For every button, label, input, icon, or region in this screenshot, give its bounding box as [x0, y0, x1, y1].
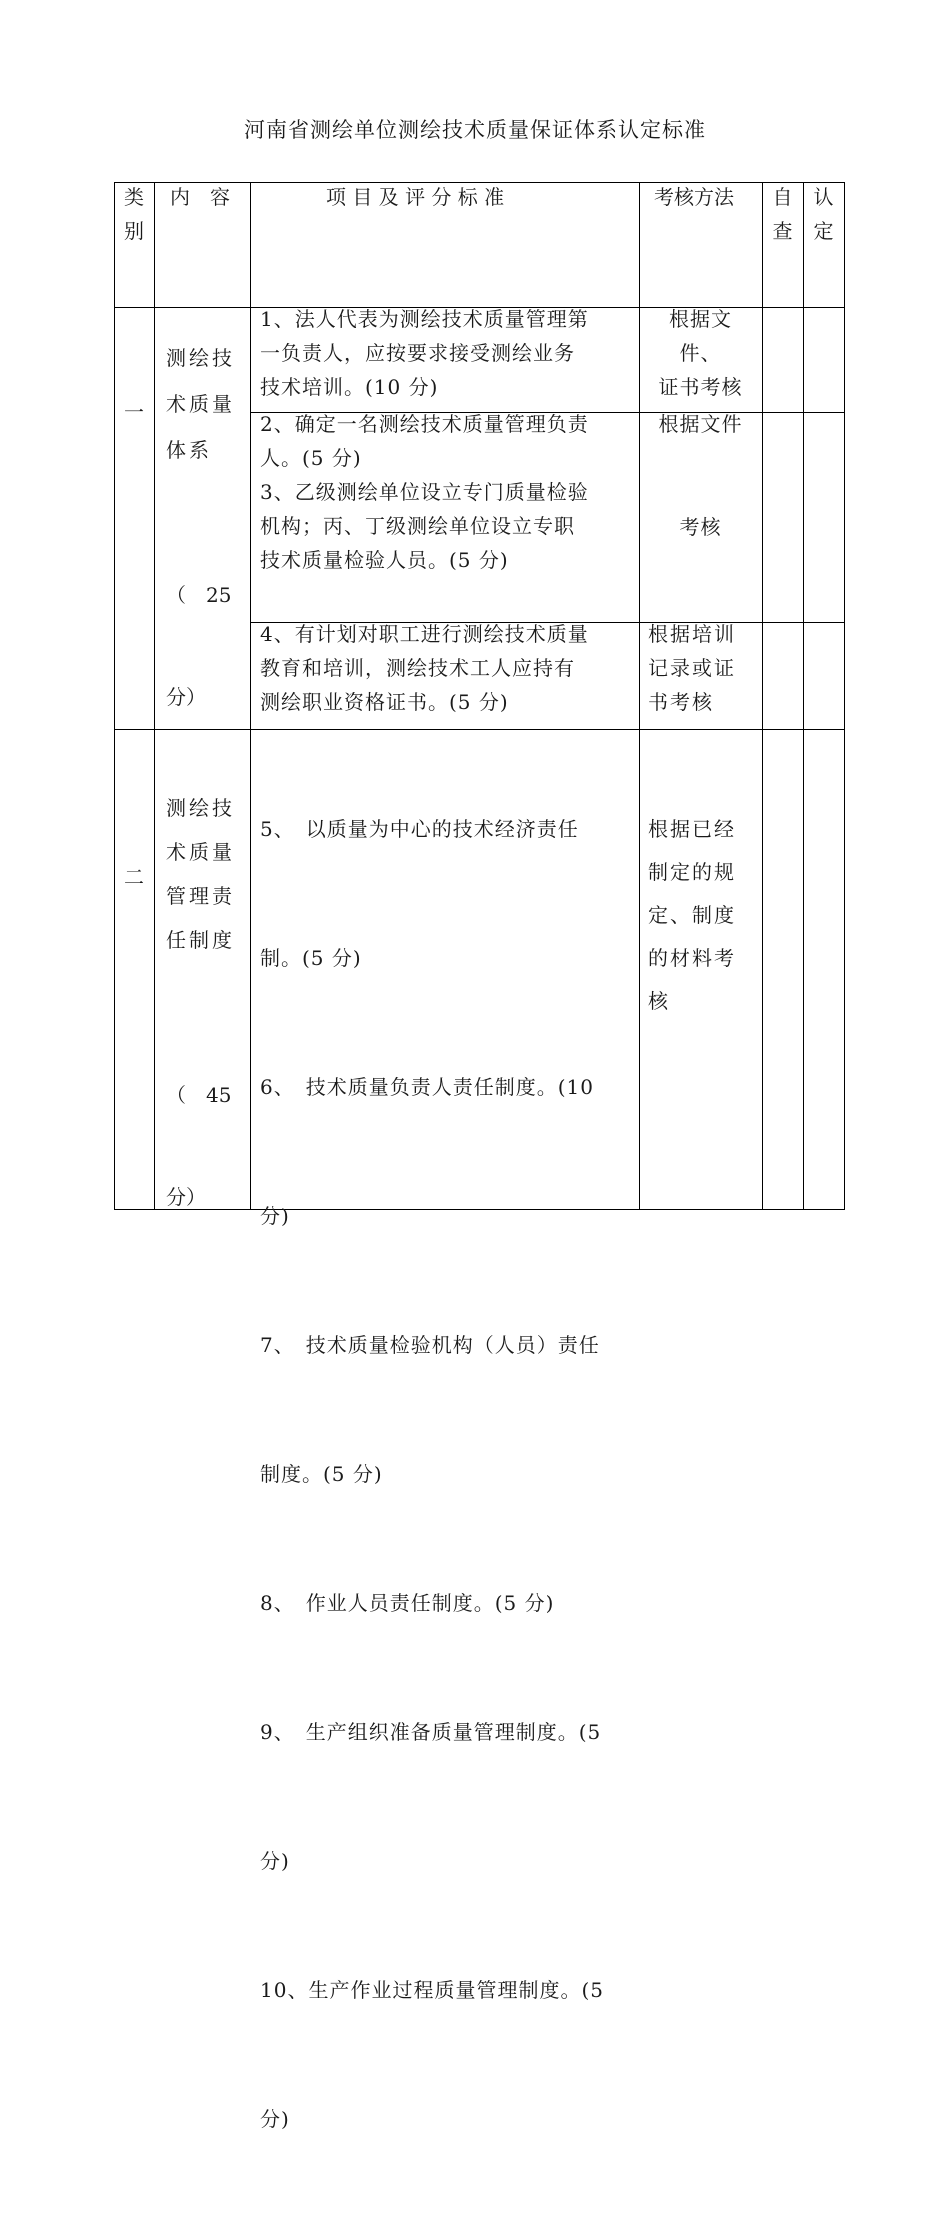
- document-title: 河南省测绘单位测绘技术质量保证体系认定标准: [244, 118, 706, 142]
- column-divider: [803, 182, 804, 1210]
- column-divider: [250, 182, 251, 1210]
- header-method: 考核方法: [654, 185, 734, 209]
- item-1-method: 根据文 件、 证书考核: [658, 307, 743, 399]
- item-2-method: 根据文件: [658, 412, 743, 436]
- column-divider: [154, 182, 155, 1210]
- item-4-text: 4、有计划对职工进行测绘技术质量 教育和培训，测绘技术工人应持有 测绘职业资格证书。(5 分): [260, 622, 589, 714]
- item-2-3-text: 2、确定一名测绘技术质量管理负责 人。(5 分) 3、乙级测绘单位设立专门质量检验 机构；丙、丁级测绘单位设立专职 技术质量检验人员。(5 分): [260, 412, 589, 572]
- section-1-score: （ 25 分）: [166, 583, 232, 709]
- header-items: 项 目 及 评 分 标 准: [326, 185, 505, 209]
- section-2-category: 二: [124, 865, 144, 889]
- table-border-left: [114, 182, 115, 1210]
- header-content: 内 容: [170, 185, 230, 209]
- section-2-score: （ 45 分）: [166, 1083, 232, 1209]
- header-category: 类 别: [124, 185, 144, 243]
- section-1-category: 一: [124, 400, 144, 424]
- table-border-right: [844, 182, 845, 1210]
- section-2-method: 根据已经 制定的规 定、制度 的材料考 核: [648, 817, 736, 1013]
- section-1-content: 测绘技 术质量 体系: [166, 346, 235, 462]
- section-2-content: 测绘技 术质量 管理责 任制度: [166, 796, 235, 952]
- item-4-method: 根据培训 记录或证 书考核: [648, 622, 736, 714]
- section-2-items-text: 5、 以质量为中心的技术经济责任 制。(5 分) 6、 技术质量负责人责任制度。(10 分) 7、 技术质量检验机构（人员）责任 制度。(5 分) 8、 作业人员责任制度。(5 分) 9、 生产组织准备质量管理制度。(5 分) 10、生产作业过程质量管理制度。(5 分): [260, 817, 604, 2131]
- column-divider: [762, 182, 763, 1210]
- header-confirm: 认 定: [813, 185, 834, 243]
- item-3-method: 考核: [679, 515, 722, 539]
- header-self-check: 自 查: [772, 185, 793, 243]
- item-1-text: 1、法人代表为测绘技术质量管理第 一负责人，应按要求接受测绘业务 技术培训。(10 分): [260, 307, 589, 399]
